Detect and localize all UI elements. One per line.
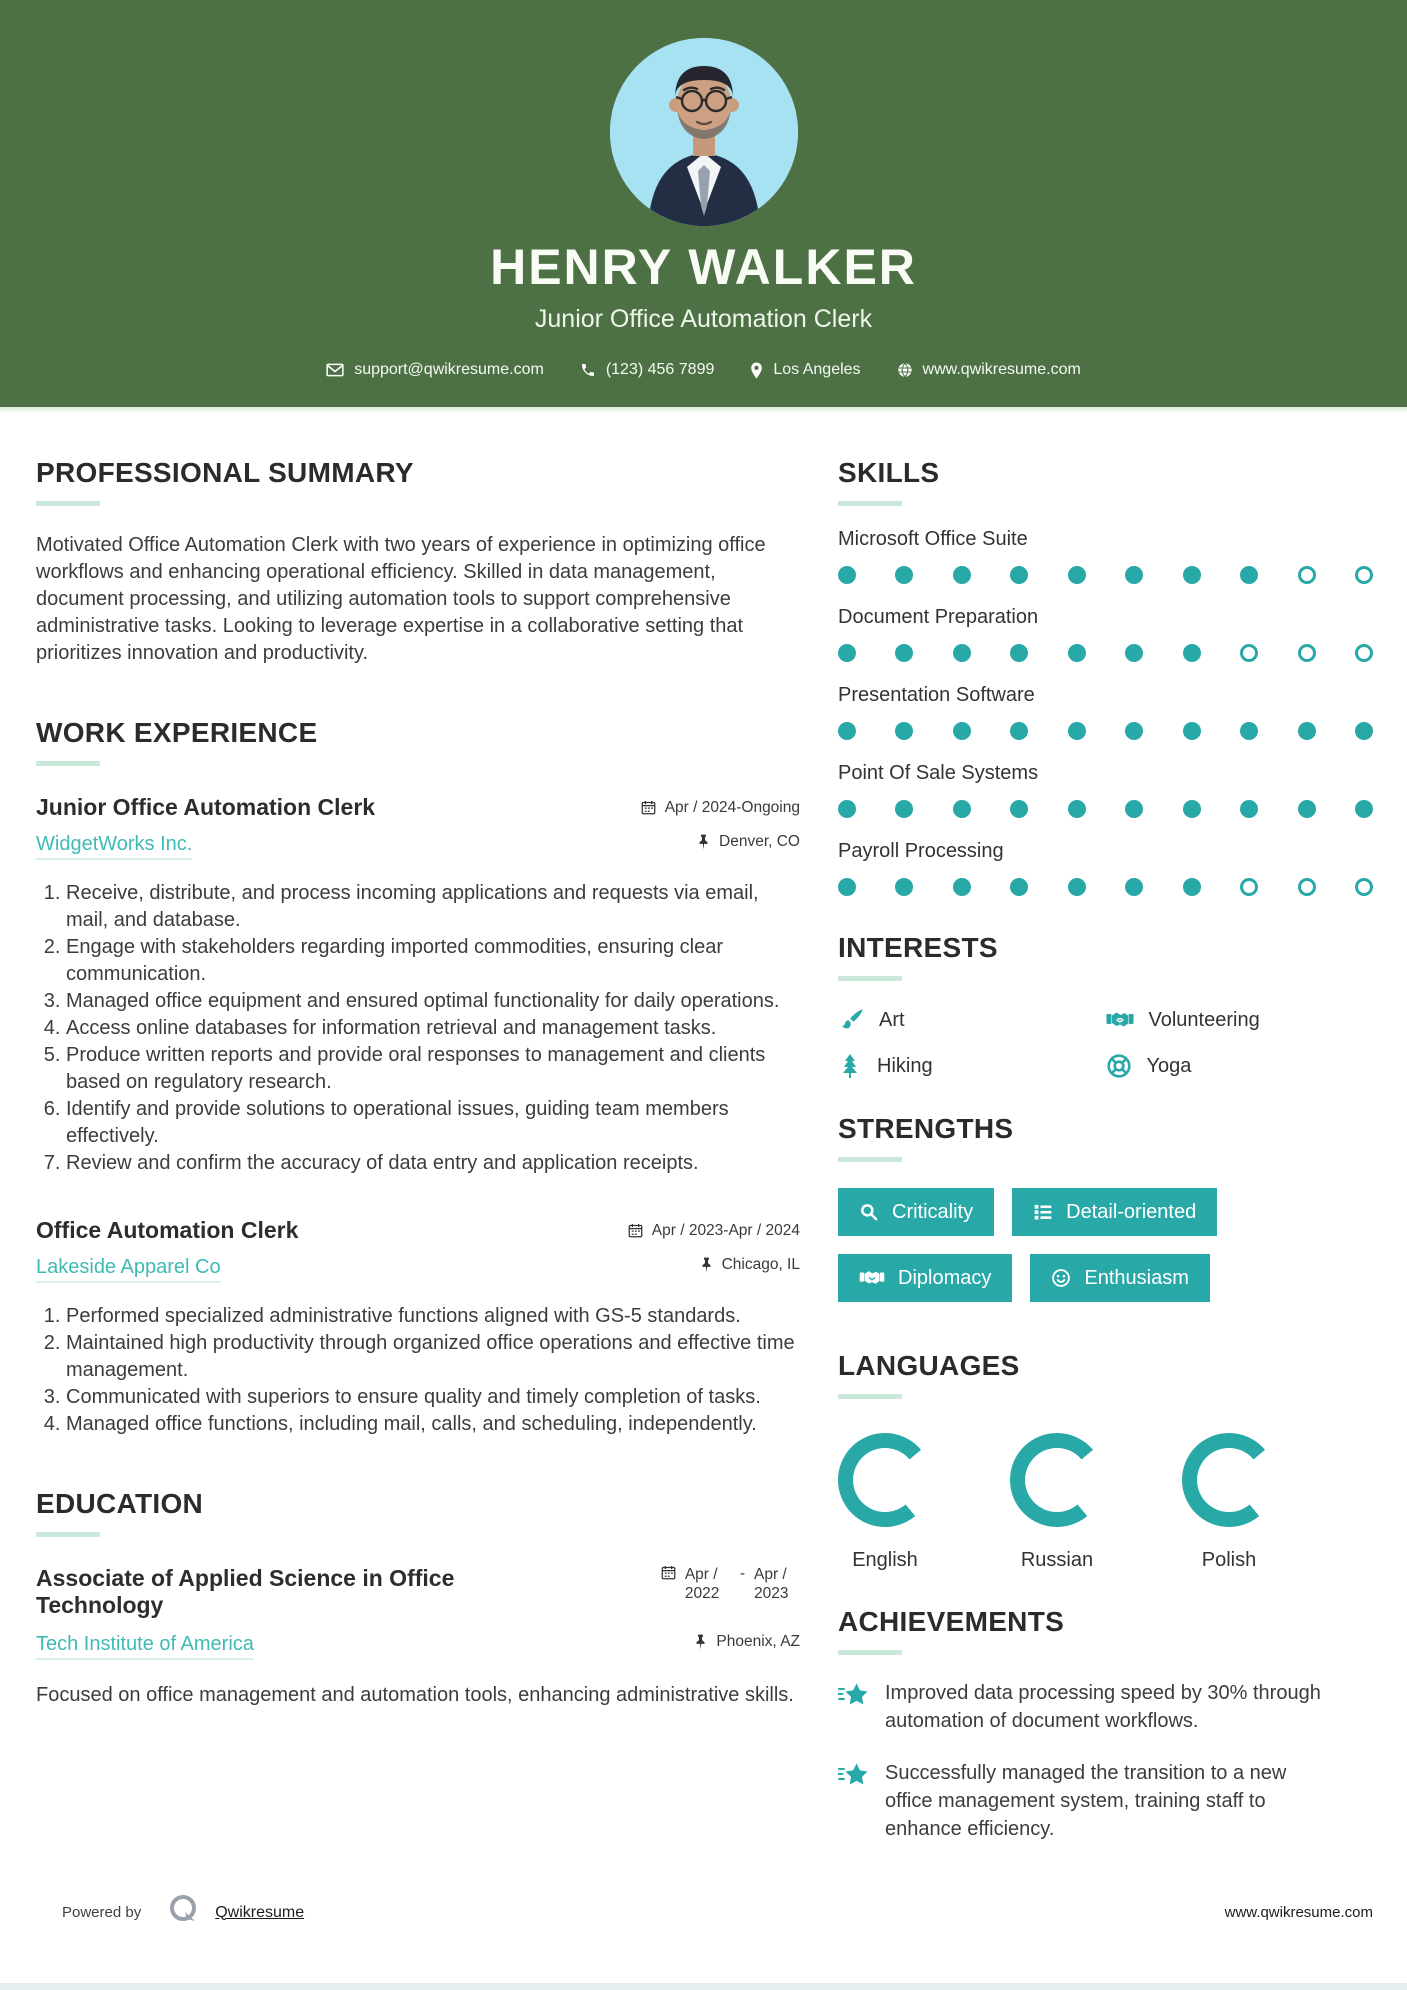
skill-dot [1183, 878, 1201, 896]
skill-dot [1183, 800, 1201, 818]
skill-dot [838, 722, 856, 740]
heading-underline [838, 501, 902, 506]
skill-dot [1068, 878, 1086, 896]
job-date: Apr / 2023-Apr / 2024 [628, 1222, 800, 1240]
skill-dot [953, 644, 971, 662]
language-label: English [852, 1549, 918, 1571]
degree-title: Associate of Applied Science in Office Technology [36, 1565, 455, 1618]
skill-dot [1010, 722, 1028, 740]
powered-by-label: Powered by [62, 1904, 142, 1921]
skill-rating [838, 800, 1373, 818]
search-icon [859, 1202, 879, 1222]
skill-dot [953, 878, 971, 896]
skill-dot [1125, 566, 1143, 584]
skill-dot [1125, 722, 1143, 740]
language-gauge [1182, 1433, 1276, 1527]
right-column [838, 457, 1373, 1843]
location-pin-icon [750, 362, 763, 379]
contact-email[interactable]: support@qwikresume.com [326, 361, 544, 379]
heading-underline [838, 1157, 902, 1162]
pushpin-icon [700, 1257, 713, 1273]
skill-item [838, 840, 1373, 896]
skill-label: Payroll Processing [838, 840, 1004, 862]
skill-dot [1183, 722, 1201, 740]
skill-rating [838, 644, 1373, 662]
skill-item [838, 528, 1373, 584]
envelope-icon [326, 363, 344, 377]
skill-dot [1355, 566, 1373, 584]
school-link[interactable]: Tech Institute of America [36, 1633, 254, 1660]
job-location: Denver, CO [697, 833, 800, 851]
summary-text: Motivated Office Automation Clerk with two years of experience in optimizing office workflows and enhancing operational efficiency. Skilled in data management, document processing, and utilizing automation tools to support comprehensive administrative tasks. Looking to leverage expertise in a collaborative setting that prioritizes innovation and productivity. [36, 534, 766, 664]
interests-heading: INTERESTS [838, 932, 998, 963]
skill-dot [1183, 644, 1201, 662]
qwikresume-link[interactable]: Qwikresume [215, 1903, 305, 1921]
job-bullet: 5. Produce written reports and provide oral responses to management and clients based on regulatory research. [66, 1042, 800, 1096]
skills-heading: SKILLS [838, 457, 940, 488]
achievements-heading: ACHIEVEMENTS [838, 1606, 1065, 1637]
skill-rating [838, 722, 1373, 740]
handshake-icon [1106, 1009, 1134, 1031]
qwikresume-logo-icon [167, 1893, 201, 1932]
language-label: Polish [1201, 1549, 1257, 1571]
section-interests [838, 932, 1373, 1079]
candidate-name: HENRY WALKER [490, 239, 917, 295]
strength-badge: Detail-oriented [1012, 1188, 1217, 1236]
skill-dot [1068, 566, 1086, 584]
skill-dot [1355, 722, 1373, 740]
skill-dot [1125, 878, 1143, 896]
footer [62, 1893, 1373, 1932]
education-dates [661, 1565, 800, 1619]
job-bullet: 2. Engage with stakeholders regarding imported commodities, ensuring clear communication. [66, 934, 800, 988]
handshake-icon [859, 1268, 885, 1288]
education-date-start: Apr / 2022 [684, 1566, 720, 1602]
language-gauge [838, 1433, 932, 1527]
skill-rating [838, 566, 1373, 584]
heading-underline [36, 501, 100, 506]
education-date-separator: - [739, 1565, 745, 1582]
calendar-icon [661, 1565, 676, 1585]
summary-heading: PROFESSIONAL SUMMARY [36, 457, 414, 488]
skill-dot [1125, 644, 1143, 662]
skill-dot [895, 566, 913, 584]
skill-dot [1010, 566, 1028, 584]
skill-dot [1010, 800, 1028, 818]
pine-tree-icon [838, 1053, 862, 1079]
language-label: Russian [1020, 1549, 1094, 1571]
skill-dot [1355, 878, 1373, 896]
skill-dot [1183, 566, 1201, 584]
lifebuoy-icon [1106, 1053, 1132, 1079]
achievement-text: Improved data processing speed by 30% through automation of document workflows. [885, 1682, 1321, 1732]
heading-underline [838, 976, 902, 981]
interest-item: Volunteering [1106, 1007, 1374, 1033]
pushpin-icon [697, 834, 710, 850]
skill-item [838, 684, 1373, 740]
interest-item: Hiking [838, 1053, 1106, 1079]
job-bullet-list [36, 880, 800, 1177]
globe-icon [897, 362, 913, 378]
skill-dot [1298, 800, 1316, 818]
job-bullet: 2. Maintained high productivity through organized office operations and effective time management. [66, 1330, 800, 1384]
skill-dot [895, 722, 913, 740]
skill-item [838, 606, 1373, 662]
strength-badge: Criticality [838, 1188, 994, 1236]
skill-dot [1010, 644, 1028, 662]
calendar-icon [628, 1223, 643, 1238]
section-strengths [838, 1113, 1373, 1320]
skill-dot [1240, 800, 1258, 818]
skill-dot [1068, 644, 1086, 662]
contact-bar [0, 361, 1407, 379]
skill-dot [1355, 644, 1373, 662]
avatar-illustration [610, 38, 798, 226]
skill-dot [953, 722, 971, 740]
contact-phone[interactable]: (123) 456 7899 [580, 361, 715, 379]
language-item [838, 1433, 932, 1572]
section-skills [838, 457, 1373, 896]
company-link[interactable]: Lakeside Apparel Co [36, 1256, 221, 1283]
heading-underline [838, 1650, 902, 1655]
education-description: Focused on office management and automation tools, enhancing administrative skills. [36, 1684, 794, 1706]
smiley-icon [1051, 1268, 1071, 1288]
skill-dot [1240, 566, 1258, 584]
job-bullet: 7. Review and confirm the accuracy of data entry and application receipts. [66, 1150, 800, 1177]
candidate-job-title: Junior Office Automation Clerk [534, 305, 873, 333]
skill-dot [1298, 644, 1316, 662]
job-bullet: 3. Managed office equipment and ensured optimal functionality for daily operations. [66, 988, 800, 1015]
skill-dot [1298, 566, 1316, 584]
job-bullet: 4. Managed office functions, including mail, calls, and scheduling, independently. [66, 1411, 800, 1438]
skill-dot [838, 644, 856, 662]
language-gauge [1010, 1433, 1104, 1527]
skill-label: Document Preparation [838, 606, 1039, 628]
heading-underline [36, 761, 100, 766]
job-title: Office Automation Clerk [36, 1217, 299, 1243]
skill-dot [1298, 722, 1316, 740]
skill-dot [1240, 722, 1258, 740]
section-languages [838, 1350, 1373, 1572]
achievement-item [838, 1679, 1373, 1735]
calendar-icon [641, 800, 656, 815]
skill-dot [838, 878, 856, 896]
job-bullet-list [36, 1303, 800, 1438]
heading-underline [36, 1532, 100, 1537]
skill-rating [838, 878, 1373, 896]
page-bottom-strip [0, 1983, 1407, 1990]
skill-dot [953, 566, 971, 584]
strength-badge: Enthusiasm [1030, 1254, 1210, 1302]
section-achievements [838, 1606, 1373, 1843]
job-entry [36, 1217, 800, 1438]
shooting-star-icon [838, 1679, 868, 1735]
skill-dot [895, 878, 913, 896]
language-item [1010, 1433, 1104, 1572]
contact-website[interactable]: www.qwikresume.com [897, 361, 1081, 379]
skill-dot [1068, 722, 1086, 740]
job-bullet: 3. Communicated with superiors to ensure quality and timely completion of tasks. [66, 1384, 800, 1411]
phone-icon [580, 362, 596, 378]
job-entry [36, 794, 800, 1177]
languages-heading: LANGUAGES [838, 1350, 1020, 1381]
skill-label: Point Of Sale Systems [838, 762, 1039, 784]
skill-dot [895, 644, 913, 662]
education-location: Phoenix, AZ [694, 1633, 800, 1651]
shooting-star-icon [838, 1759, 868, 1843]
company-link[interactable]: WidgetWorks Inc. [36, 833, 192, 860]
main-content [0, 413, 1407, 1843]
heading-underline [838, 1394, 902, 1399]
skill-dot [838, 566, 856, 584]
footer-website-link[interactable]: www.qwikresume.com [1224, 1904, 1373, 1921]
education-date-end: Apr / 2023 [754, 1566, 789, 1602]
job-title: Junior Office Automation Clerk [36, 794, 376, 820]
skill-dot [953, 800, 971, 818]
strength-badge: Diplomacy [838, 1254, 1012, 1302]
education-heading: EDUCATION [36, 1488, 204, 1519]
job-bullet: 6. Identify and provide solutions to operational issues, guiding team members effectively. [66, 1096, 800, 1150]
contact-location[interactable]: Los Angeles [750, 361, 860, 379]
skill-dot [895, 800, 913, 818]
section-work-experience [36, 717, 800, 1438]
header [0, 0, 1407, 407]
interest-item: Yoga [1106, 1053, 1374, 1079]
skill-dot [1298, 878, 1316, 896]
section-education [36, 1488, 800, 1709]
skill-label: Microsoft Office Suite [838, 528, 1028, 550]
skill-item [838, 762, 1373, 818]
experience-heading: WORK EXPERIENCE [36, 717, 318, 748]
left-column [36, 457, 800, 1843]
section-professional-summary [36, 457, 800, 667]
profile-photo [610, 38, 798, 226]
job-bullet: 1. Performed specialized administrative functions aligned with GS-5 standards. [66, 1303, 800, 1330]
skill-dot [1240, 878, 1258, 896]
paintbrush-icon [838, 1007, 864, 1033]
language-item [1182, 1433, 1276, 1572]
job-bullet: 4. Access online databases for information retrieval and management tasks. [66, 1015, 800, 1042]
skill-label: Presentation Software [838, 684, 1035, 706]
list-icon [1033, 1202, 1053, 1222]
skill-dot [838, 800, 856, 818]
strengths-heading: STRENGTHS [838, 1113, 1014, 1144]
job-bullet: 1. Receive, distribute, and process incoming applications and requests via email, mail, and database. [66, 880, 800, 934]
achievement-item [838, 1759, 1373, 1843]
skill-dot [1068, 800, 1086, 818]
interest-item: Art [838, 1007, 1106, 1033]
job-location: Chicago, IL [700, 1256, 800, 1274]
skill-dot [1240, 644, 1258, 662]
skill-dot [1125, 800, 1143, 818]
skill-dot [1010, 878, 1028, 896]
skill-dot [1355, 800, 1373, 818]
job-date: Apr / 2024-Ongoing [641, 799, 800, 817]
achievement-text: Successfully managed the transition to a new office management system, training staff to enhance efficiency. [885, 1762, 1287, 1840]
pushpin-icon [694, 1634, 707, 1650]
